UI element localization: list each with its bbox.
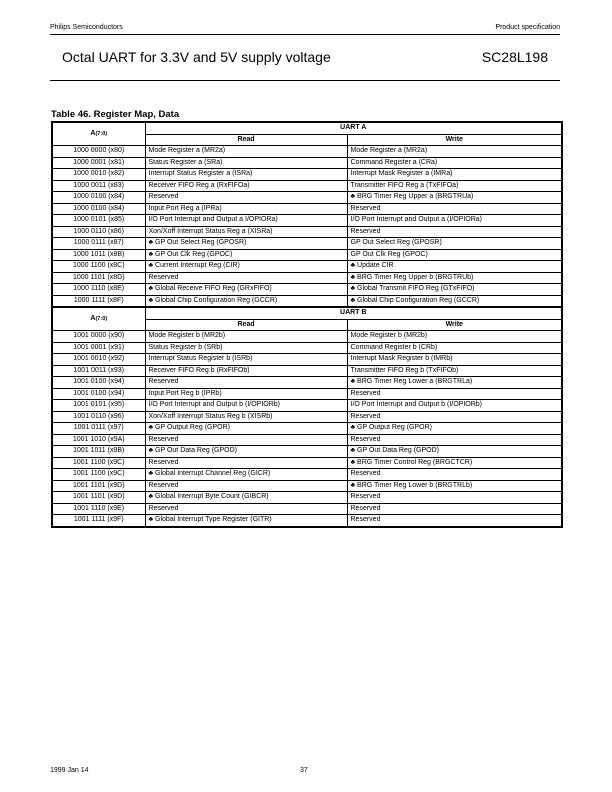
write-register-cell: Mode Register a (MR2a)	[347, 146, 562, 158]
write-register-cell: ♣ BRG Timer Control Reg (BRGCTCR)	[347, 457, 562, 469]
address-cell: 1000 1100 (x8C)	[52, 261, 145, 273]
read-register-cell: ♣ GP Output Reg (GPOR)	[145, 423, 347, 435]
address-cell: 1001 1110 (x9E)	[52, 503, 145, 515]
read-register-cell: ♣ Global Chip Configuration Reg (GCCR)	[145, 295, 347, 307]
address-cell: 1001 0001 (x91)	[52, 342, 145, 354]
read-register-cell: Reserved	[145, 192, 347, 204]
address-cell: 1001 0110 (x96)	[52, 411, 145, 423]
header-divider	[50, 34, 560, 35]
table-caption: Table 46. Register Map, Data	[51, 109, 180, 120]
address-column-header	[52, 122, 145, 146]
table-row	[52, 342, 562, 354]
write-register-cell: Reserved	[347, 492, 562, 504]
write-register-cell: ♣ BRG Timer Reg Upper b (BRGTRUb)	[347, 272, 562, 284]
read-register-cell: Receiver FIFO Reg a (RxFIFOa)	[145, 180, 347, 192]
address-cell: 1001 1111 (x9F)	[52, 515, 145, 527]
write-register-cell: ♣ BRG Timer Reg Lower a (BRGTRLa)	[347, 377, 562, 389]
table-row	[52, 261, 562, 273]
address-cell: 1000 1111 (x8F)	[52, 295, 145, 307]
address-cell: 1000 1011 (x8B)	[52, 249, 145, 261]
write-register-cell: Command Register b (CRb)	[347, 342, 562, 354]
read-column-header: Read	[145, 319, 347, 331]
page-number: 37	[300, 767, 308, 774]
read-register-cell: Status Register a (SRa)	[145, 157, 347, 169]
read-register-cell: ♣ GP Out Clk Reg (GPOC)	[145, 249, 347, 261]
read-register-cell: ♣ Current Interrupt Reg (CIR)	[145, 261, 347, 273]
table-row	[52, 377, 562, 389]
section-uart-b	[52, 307, 562, 527]
table-row	[52, 180, 562, 192]
table-row	[52, 434, 562, 446]
table-row	[52, 238, 562, 250]
write-register-cell: Transmitter FIFO Reg a (TxFIFOa)	[347, 180, 562, 192]
table-row	[52, 480, 562, 492]
table-row	[52, 295, 562, 307]
address-cell: 1001 0000 (x90)	[52, 331, 145, 343]
write-column-header: Write	[347, 134, 562, 146]
address-cell: 1001 0111 (x97)	[52, 423, 145, 435]
read-register-cell: Reserved	[145, 480, 347, 492]
section-title: UART A	[145, 122, 562, 134]
read-register-cell: I/O Port Interrupt and Output a I/OPIORa)	[145, 215, 347, 227]
part-number: SC28L198	[481, 49, 548, 65]
read-register-cell: Reserved	[145, 503, 347, 515]
write-register-cell: Reserved	[347, 434, 562, 446]
write-register-cell: ♣ GP Output Reg (GPOR)	[347, 423, 562, 435]
write-register-cell: Interrupt Mask Register a (IMRa)	[347, 169, 562, 181]
address-cell: 1001 0100 (x94)	[52, 388, 145, 400]
write-register-cell: GP Out Clk Reg (GPOC)	[347, 249, 562, 261]
address-cell: 1001 1010 (x9A)	[52, 434, 145, 446]
address-cell: 1000 0001 (x81)	[52, 157, 145, 169]
read-register-cell: Input Port Reg b (IPRb)	[145, 388, 347, 400]
write-register-cell: I/O Port Interrupt and Output a (I/OPIORa)	[347, 215, 562, 227]
write-register-cell: Transmitter FIFO Reg b (TxFIFOb)	[347, 365, 562, 377]
read-register-cell: Mode Register a (MR2a)	[145, 146, 347, 158]
read-register-cell: Receiver FIFO Reg b (RxFIFOb)	[145, 365, 347, 377]
write-register-cell: Interrupt Mask Register b (IMRb)	[347, 354, 562, 366]
write-register-cell: Reserved	[347, 226, 562, 238]
table-row	[52, 446, 562, 458]
read-register-cell: ♣ Global Receive FIFO Reg (GRxFIFO)	[145, 284, 347, 296]
read-register-cell: Status Register b (SRb)	[145, 342, 347, 354]
address-label: A	[90, 130, 96, 137]
read-register-cell: Reserved	[145, 272, 347, 284]
address-cell: 1000 0011 (x83)	[52, 180, 145, 192]
write-register-cell: ♣ Global Transmit FIFO Reg (GTxFIFO)	[347, 284, 562, 296]
table-row	[52, 169, 562, 181]
address-cell: 1000 0100 (x84)	[52, 203, 145, 215]
section-title: UART B	[145, 307, 562, 319]
table-row	[52, 515, 562, 527]
address-range: (7:0)	[95, 131, 108, 137]
table-row	[52, 146, 562, 158]
write-register-cell: Reserved	[347, 388, 562, 400]
address-cell: 1000 1110 (x8E)	[52, 284, 145, 296]
title-divider	[50, 80, 560, 81]
read-register-cell: ♣ GP Out Data Reg (GPOD)	[145, 446, 347, 458]
section-uart-a	[52, 122, 562, 307]
read-register-cell: Interrupt Status Register a (ISRa)	[145, 169, 347, 181]
table-row	[52, 226, 562, 238]
address-cell: 1001 0010 (x92)	[52, 354, 145, 366]
read-register-cell: ♣ Global Interrupt Channel Reg (GICR)	[145, 469, 347, 481]
table-row	[52, 411, 562, 423]
table-row	[52, 365, 562, 377]
write-register-cell: Reserved	[347, 411, 562, 423]
read-column-header: Read	[145, 134, 347, 146]
write-register-cell: ♣ BRG Timer Reg Lower b (BRGTRLb)	[347, 480, 562, 492]
write-register-cell: Reserved	[347, 515, 562, 527]
table-row	[52, 249, 562, 261]
table-row	[52, 388, 562, 400]
table-row	[52, 492, 562, 504]
table-row	[52, 157, 562, 169]
address-cell: 1001 0100 (x94)	[52, 377, 145, 389]
write-register-cell: I/O Port Interrupt and Output b (I/OPIORb)	[347, 400, 562, 412]
read-register-cell: ♣ Global Interrupt Type Register (GITR)	[145, 515, 347, 527]
address-cell: 1001 1100 (x9C)	[52, 457, 145, 469]
address-cell: 1001 1100 (x9C)	[52, 469, 145, 481]
table-row	[52, 272, 562, 284]
address-cell: 1000 0010 (x82)	[52, 169, 145, 181]
section-header-row	[52, 307, 562, 319]
read-register-cell: Reserved	[145, 457, 347, 469]
table-row	[52, 457, 562, 469]
table-row	[52, 203, 562, 215]
address-column-header	[52, 307, 145, 331]
write-register-cell: ♣ GP Out Data Reg (GPOD)	[347, 446, 562, 458]
address-cell: 1001 0101 (x95)	[52, 400, 145, 412]
write-column-header: Write	[347, 319, 562, 331]
header-doc-type: Product specification	[495, 24, 560, 31]
address-cell: 1000 0110 (x86)	[52, 226, 145, 238]
write-register-cell: Reserved	[347, 469, 562, 481]
table-row	[52, 469, 562, 481]
address-range: (7:0)	[95, 316, 108, 322]
write-register-cell: Reserved	[347, 203, 562, 215]
table-row	[52, 284, 562, 296]
table-row	[52, 503, 562, 515]
read-register-cell: Reserved	[145, 434, 347, 446]
address-cell: 1000 0111 (x87)	[52, 238, 145, 250]
write-register-cell: Command Register a (CRa)	[347, 157, 562, 169]
write-register-cell: Mode Register b (MR2b)	[347, 331, 562, 343]
document-title: Octal UART for 3.3V and 5V supply voltage	[62, 49, 331, 65]
table-row	[52, 354, 562, 366]
read-register-cell: Input Port Reg a (IPRa)	[145, 203, 347, 215]
register-map-table	[51, 121, 563, 528]
address-cell: 1000 1101 (x8D)	[52, 272, 145, 284]
read-register-cell: I/O Port Interrupt and Output b (I/OPIORb)	[145, 400, 347, 412]
read-register-cell: ♣ Global Interrupt Byte Count (GIBCR)	[145, 492, 347, 504]
read-register-cell: ♣ GP Out Select Reg (GPOSR)	[145, 238, 347, 250]
read-register-cell: Mode Register b (MR2b)	[145, 331, 347, 343]
write-register-cell: GP Out Select Reg (GPOSR)	[347, 238, 562, 250]
section-header-row	[52, 122, 562, 134]
footer-date: 1999 Jan 14	[50, 767, 89, 774]
address-cell: 1000 0000 (x80)	[52, 146, 145, 158]
table-row	[52, 215, 562, 227]
write-register-cell: ♣ Update CIR	[347, 261, 562, 273]
table-row	[52, 192, 562, 204]
address-cell: 1000 0100 (x84)	[52, 192, 145, 204]
table-row	[52, 400, 562, 412]
read-register-cell: Xon/Xoff Interrupt Status Reg b (XISRb)	[145, 411, 347, 423]
address-cell: 1001 1011 (x9B)	[52, 446, 145, 458]
write-register-cell: Reserved	[347, 503, 562, 515]
read-register-cell: Xon/Xoff Interrupt Status Reg a (XISRa)	[145, 226, 347, 238]
write-register-cell: ♣ Global Chip Configuration Reg (GCCR)	[347, 295, 562, 307]
write-register-cell: ♣ BRG Timer Reg Upper a (BRGTRUa)	[347, 192, 562, 204]
address-cell: 1001 0011 (x93)	[52, 365, 145, 377]
read-register-cell: Reserved	[145, 377, 347, 389]
read-register-cell: Interrupt Status Register b (ISRb)	[145, 354, 347, 366]
address-cell: 1001 1101 (x9D)	[52, 480, 145, 492]
address-cell: 1001 1101 (x9D)	[52, 492, 145, 504]
header-company: Philips Semiconductors	[50, 24, 123, 31]
address-label: A	[90, 315, 96, 322]
table-row	[52, 423, 562, 435]
table-row	[52, 331, 562, 343]
address-cell: 1000 0101 (x85)	[52, 215, 145, 227]
